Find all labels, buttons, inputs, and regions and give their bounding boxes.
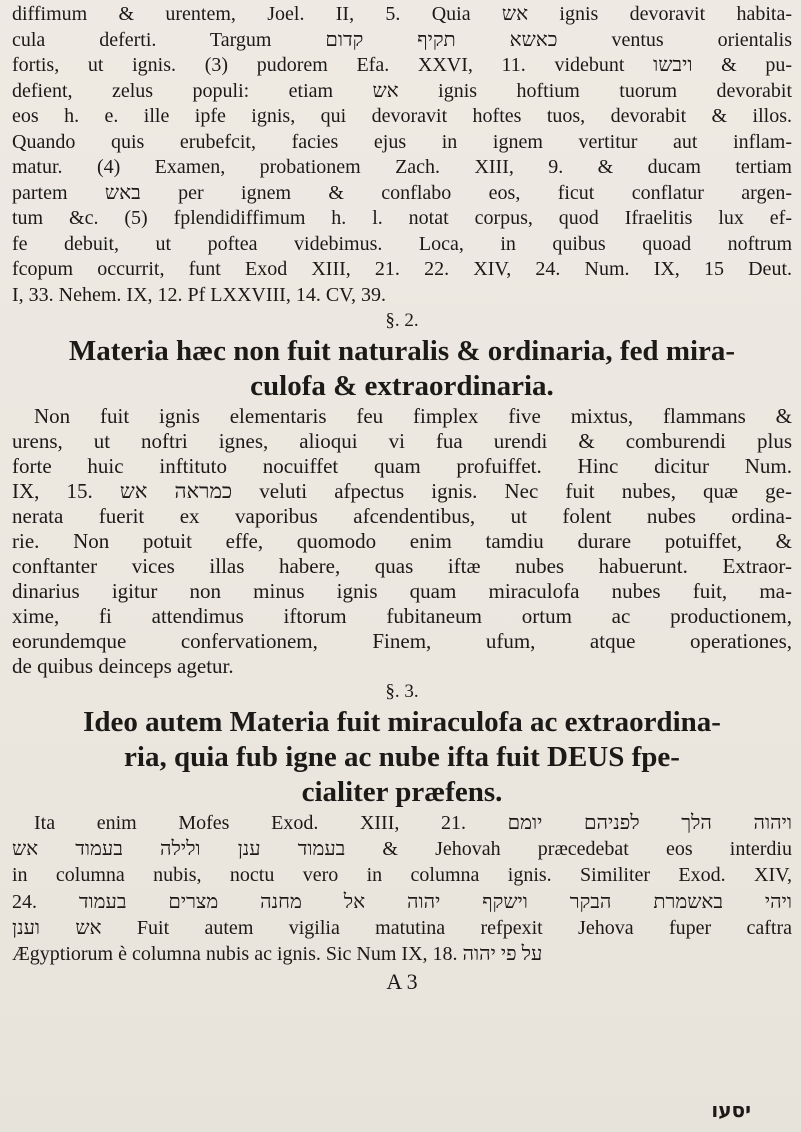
sec2-lines-line: xime, fi attendimus iftorum fubitaneum ortum ac productionem, xyxy=(12,604,792,628)
signature-mark: A 3 xyxy=(386,969,418,995)
lead-lines-line: cula deferti. Targum כאשא תקיף קדום ventus orientalis xyxy=(12,28,792,51)
sec3-lines-line: בעמוד ענן ולילה בעמוד אש & Jehovah præcedebat eos interdiu xyxy=(12,838,792,861)
sec2-lines-line: conftanter vices illas habere, quas iftæ nubes habuerunt. Extraor- xyxy=(12,554,792,578)
heading-line: culofa & extraordinaria. xyxy=(250,370,554,402)
lead-lines-line: tum &c. (5) fplendidiffimum h. l. notat corpus, quod Ifraelitis lux ef- xyxy=(12,207,792,229)
lead-paragraph xyxy=(12,2,792,308)
section-3-paragraph xyxy=(12,810,792,967)
heading-line: cialiter præfens. xyxy=(301,776,503,808)
sec2-lines-line: IX, 15. כמראה אש veluti afpectus ignis. Nec fuit nubes, quæ ge- xyxy=(12,479,792,503)
section-2-paragraph xyxy=(12,404,792,679)
sec2-lines-line: dinarius igitur non minus ignis quam miraculofa nubes fuit, ma- xyxy=(12,579,792,603)
lead-lines-line: partem באש per ignem & conflabo eos, ficut conflatur argen- xyxy=(12,181,792,204)
heading-line: ria, quia fub igne ac nube ifta fuit DEUS fpe- xyxy=(124,741,680,773)
section-mark-2: §. 2. xyxy=(385,310,419,331)
sec3-lines-line: Ægyptiorum è columna nubis ac ignis. Sic Num IX, 18. על פי יהוה xyxy=(12,943,543,966)
sec2-lines-line: nerata fuerit ex vaporibus afcendentibus, ut folent nubes ordina- xyxy=(12,504,792,528)
lead-lines-line: I, 33. Nehem. IX, 12. Pf LXXVIII, 14. CV, 39. xyxy=(12,283,387,306)
lead-lines-line: defient, zelus populi: etiam אש ignis hoftium tuorum devorabit xyxy=(12,79,793,102)
lead-lines-line: fe debuit, ut poftea videbimus. Loca, in quibus quoad noftrum xyxy=(12,232,792,255)
lead-lines-line: eos h. e. ille ipfe ignis, qui devoravit hoftes tuos, devorabit & illos. xyxy=(12,105,792,127)
heading-line: Materia hæc non fuit naturalis & ordinaria, fed mira- xyxy=(68,335,736,367)
heading-line: Ideo autem Materia fuit miraculofa ac extraordina- xyxy=(83,706,721,738)
sec2-lines-line: rie. Non potuit effe, quomodo enim tamdiu durare potuiffet, & xyxy=(12,529,792,553)
sec3-lines-line: 24. ויהי באשמרת הבקר וישקף יהוה אל מחנה מצרים בעמוד xyxy=(12,890,793,913)
sec2-lines-line: forte huic inftituto nocuiffet quam profuiffet. Hinc dicitur Num. xyxy=(12,454,792,478)
lead-lines-line: fcopum occurrit, funt Exod XIII, 21. 22. XIV, 24. Num. IX, 15 Deut. xyxy=(12,258,792,280)
sec2-lines-line: urens, ut noftri ignes, alioqui vi fua urendi & comburendi plus xyxy=(12,429,792,453)
sec3-lines-line: אש וענן Fuit autem vigilia matutina refpexit Jehova fuper caftra xyxy=(12,916,792,939)
sec2-lines-line: eorundemque confervationem, Finem, ufum, atque operationes, xyxy=(12,629,792,653)
sec3-lines-line: Ita enim Mofes Exod. XIII, 21. ויהוה הלך לפניהם יומם xyxy=(34,812,793,834)
lead-lines-line: Quando quis erubefcit, facies ejus in ignem vertitur aut inflam- xyxy=(12,130,792,153)
sec2-lines-line: de quibus deinceps agetur. xyxy=(12,654,234,678)
sec3-lines-line: in columna nubis, noctu vero in columna ignis. Similiter Exod. XIV, xyxy=(12,864,792,887)
lead-lines-line: fortis, ut ignis. (3) pudorem Efa. XXVI, 11. videbunt ויבשו & pu- xyxy=(12,54,793,76)
lead-lines-line: matur. (4) Examen, probationem Zach. XIII, 9. & ducam tertiam xyxy=(12,156,792,178)
section-mark-3: §. 3. xyxy=(385,681,419,702)
section-heading-2 xyxy=(12,334,792,404)
page-footer xyxy=(12,967,792,997)
section-heading-3 xyxy=(12,705,792,810)
sec2-lines-line: Non fuit ignis elementaris feu fimplex five mixtus, flammans & xyxy=(34,404,792,428)
catchword: יסעו xyxy=(711,1098,751,1122)
page-text xyxy=(12,2,792,997)
lead-lines-line: diffimum & urentem, Joel. II, 5. Quia אש ignis devoravit habita- xyxy=(12,3,793,25)
